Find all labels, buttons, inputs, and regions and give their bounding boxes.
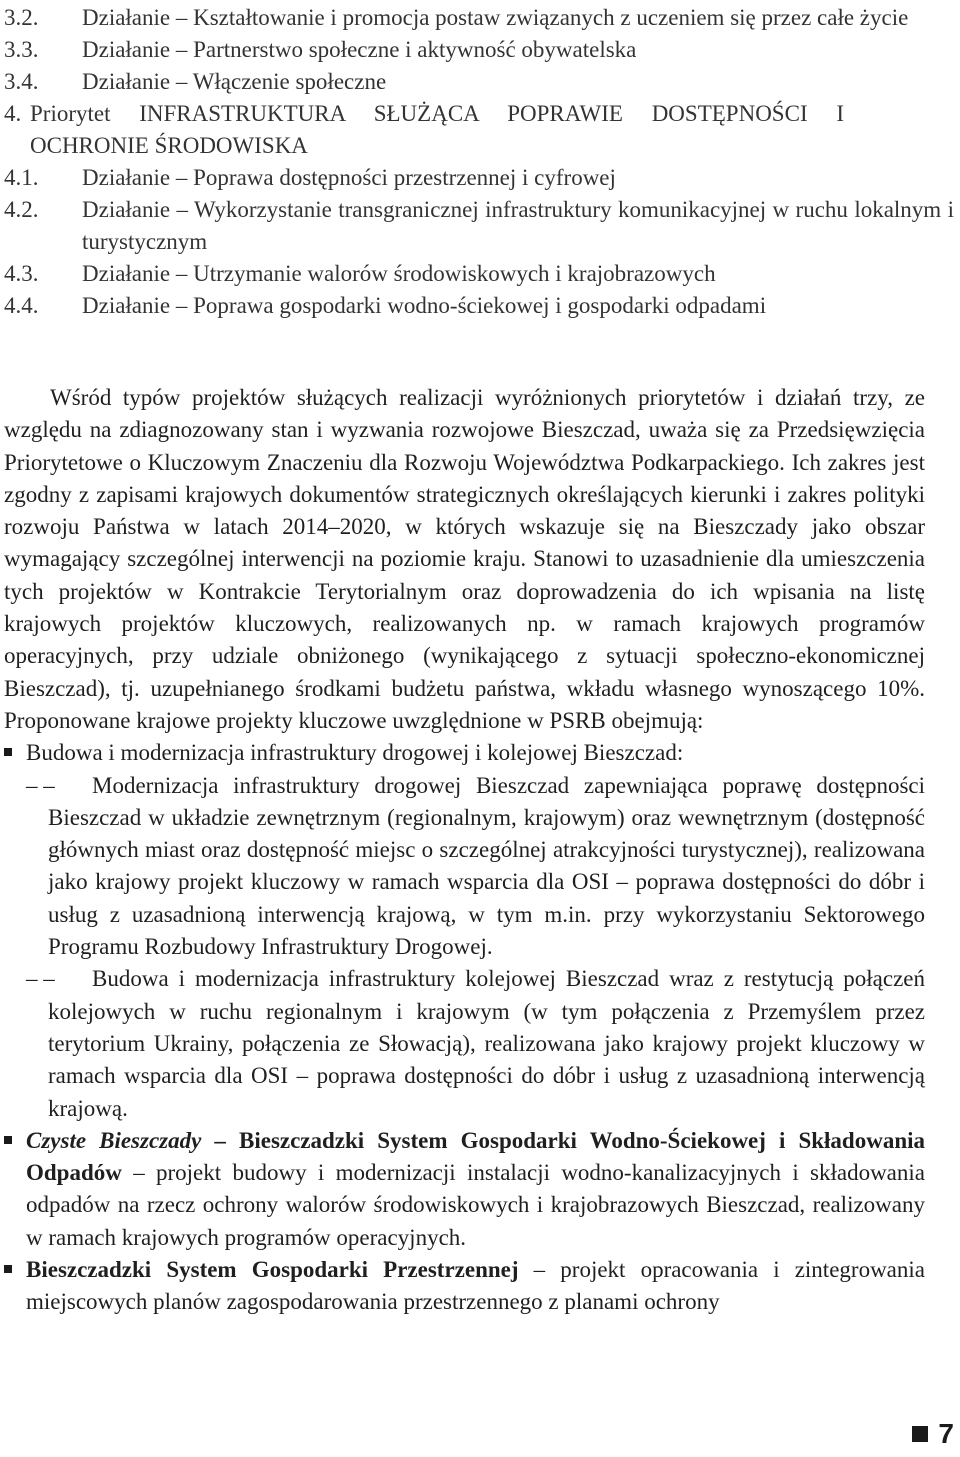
toc-item — [4, 66, 954, 98]
toc-item — [4, 98, 954, 162]
bullet-text: – projekt opracowania i zintegrowania miejscowych planów zagospodarowania przestrzennego z planami ochrony — [26, 1257, 925, 1315]
bullet-title-dash: – — [201, 1127, 239, 1153]
page-footer — [912, 1418, 954, 1450]
toc-text: Działanie – Kształtowanie i promocja postaw związanych z uczeniem się przez całe życie — [82, 5, 909, 30]
toc-text: Działanie – Włączenie społeczne — [82, 69, 387, 94]
intro-paragraph: Wśród typów projektów służących realizacji wyróżnionych priorytetów i działań trzy, ze względu na zdiagnozowany stan i wyzwania rozwojowe Bieszczad, uważa się za Przedsięwzięcia Priorytetowe o Kluczowym Znaczeniu dla Rozwoju Województwa Podkarpackiego. Ich zakres jest zgodny z zapisami krajowych dokumentów strategicznych określających kierunki i zakres polityki rozwoju Państwa w latach 2014–2020, w których wskazuje się na Bieszczady jako obszar wymagający szczególnej interwencji na poziomie kraju. Stanowi to uzasadnienie dla umieszczenia tych projektów w Kontrakcie Terytorialnym oraz doprowadzenia do ich wpisania na listę krajowych projektów kluczowych, realizowanych np. w ramach krajowych programów operacyjnych, przy udziale obniżonego (wynikającego z sytuacji społeczno-ekonomicznej Bieszczad), tj. uzupełnianego środkami budżetu państwa, wkładu własnego wynoszącego 10%. Proponowane krajowe projekty kluczowe uwzględnione w PSRB obejmują: — [4, 385, 925, 733]
toc-item — [4, 2, 954, 34]
bullet-title-bold: Bieszczadzki System Gospodarki Wodno-Ściekowej i Składowania Odpadów — [26, 1127, 926, 1186]
toc-text: Działanie – Poprawa dostępności przestrzennej i cyfrowej — [82, 165, 616, 190]
dash-marker: – – — [26, 772, 55, 798]
toc-number: 4.1. — [4, 165, 39, 190]
toc-text: Działanie – Poprawa gospodarki wodno-ściekowej i gospodarki odpadami — [82, 293, 767, 318]
toc-text: Priorytet INFRASTRUKTURA SŁUŻĄCA POPRAWIE DOSTĘPNOŚCI I OCHRONIE ŚRODOWISKA — [30, 101, 844, 158]
toc-text: Działanie – Partnerstwo społeczne i aktywność obywatelska — [82, 37, 637, 62]
toc-number: 4.2. — [4, 197, 39, 222]
bullet-item — [4, 737, 925, 769]
bullet-item — [4, 1125, 925, 1254]
bullet-title-italic: Czyste Bieszczady — [26, 1127, 202, 1153]
bullet-square-icon — [4, 1265, 12, 1273]
toc-text: Działanie – Utrzymanie walorów środowiskowych i krajobrazowych — [82, 261, 716, 286]
toc-item — [4, 194, 954, 258]
toc-item — [4, 290, 954, 322]
toc-number: 3.4. — [4, 69, 39, 94]
bullet-text: – projekt budowy i modernizacji instalacji wodno-kanalizacyjnych i składowania odpadów na rzecz ochrony walorów środowiskowych i krajobrazowych Bieszczad, realizowany w ramach krajowych programów operacyjnych. — [26, 1160, 925, 1250]
toc-number: 4.4. — [4, 293, 39, 318]
square-icon — [912, 1426, 928, 1442]
dash-item — [4, 770, 925, 964]
toc-number: 3.2. — [4, 5, 39, 30]
bullet-text: Budowa i modernizacja infrastruktury drogowej i kolejowej Bieszczad: — [26, 740, 684, 766]
toc-number: 4.3. — [4, 261, 39, 286]
dash-text: Budowa i modernizacja infrastruktury kolejowej Bieszczad wraz z restytucją połączeń kolejowych w ruchu regionalnym i krajowym (w tym połączenia z Przemyślem przez terytorium Ukrainy, połączenia ze Słowacją), realizowana jako krajowy projekt kluczowy w ramach wsparcia dla OSI – poprawa dostępności do dóbr i usług z uzasadnioną interwencją krajową. — [48, 966, 925, 1121]
bullet-item — [4, 1254, 925, 1319]
toc-item — [4, 258, 954, 290]
dash-marker: – – — [26, 966, 55, 992]
bullet-title-bold: Bieszczadzki System Gospodarki Przestrzennej — [26, 1257, 519, 1283]
page-number: 7 — [938, 1418, 954, 1449]
toc-item — [4, 162, 954, 194]
dash-item — [4, 963, 925, 1124]
bullet-square-icon — [4, 748, 12, 756]
toc-item — [4, 34, 954, 66]
toc-number: 4. — [4, 101, 22, 126]
toc-list — [4, 2, 954, 322]
dash-text: Modernizacja infrastruktury drogowej Bieszczad zapewniająca poprawę dostępności Bieszczad w układzie zewnętrznym (regionalnym, krajowym) oraz wewnętrznym (dostępność głównych miast oraz dostępność miejsc o szczególnej atrakcyjności turystycznej), realizowana jako krajowy projekt kluczowy w ramach wsparcia dla OSI – poprawa dostępności do dóbr i usług z uzasadnioną interwencją krajową, w tym m.in. przy wykorzystaniu Sektorowego Programu Rozbudowy Infrastruktury Drogowej. — [48, 772, 925, 960]
bullet-square-icon — [4, 1136, 12, 1144]
toc-number: 3.3. — [4, 37, 39, 62]
toc-text: Działanie – Wykorzystanie transgranicznej infrastruktury komunikacyjnej w ruchu lokalnym i turystycznym — [82, 197, 954, 254]
body-text — [4, 382, 925, 1319]
